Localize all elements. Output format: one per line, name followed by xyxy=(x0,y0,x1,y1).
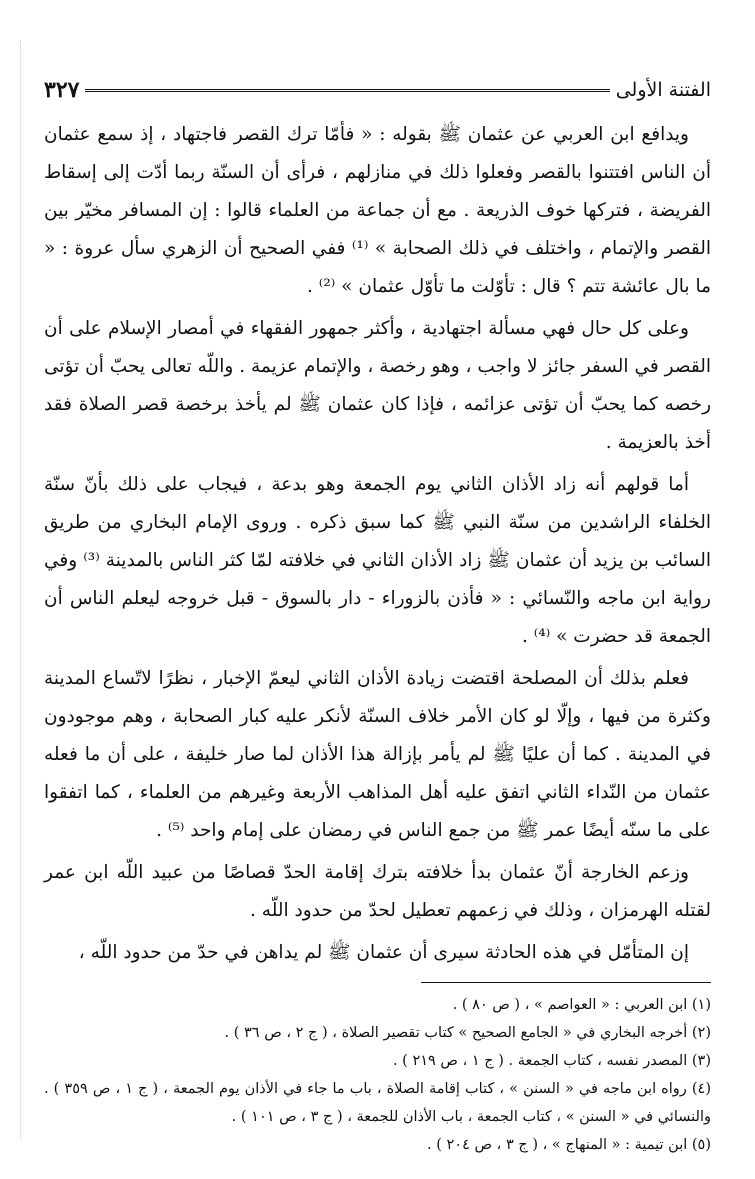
footnote: (٢) أخرجه البخاري في « الجامع الصحيح » كتاب تقصير الصلاة ، ( ج ٢ ، ص ٣٦ ) . xyxy=(224,1025,711,1041)
paragraph: وعلى كل حال فهي مسألة اجتهادية ، وأكثر جمهور الفقهاء في أمصار الإسلام على أن القصر في السفر جائز لا واجب ، وهو رخصة ، والإتمام عزيمة . واللّه تعالى يحبّ أن تؤتى رخصه كما يحبّ أن تؤتى عزائمه ، فإذا كان عثمان ﷺ لم يأخذ برخصة قصر الصلاة فقد أخذ بالعزيمة . xyxy=(44,318,711,453)
page-edge-guide xyxy=(20,40,21,1140)
footnotes xyxy=(44,991,711,1159)
header-rule xyxy=(85,89,609,92)
footnote-divider xyxy=(421,982,711,983)
paragraph: وزعم الخارجة أنّ عثمان بدأ خلافته بترك إقامة الحدّ قصاصًا من عبيد اللّه ابن عمر لقتله الهرمزان ، وذلك في زعمهم تعطيل لحدّ من حدود اللّه . xyxy=(44,862,711,921)
paragraph: أما قولهم أنه زاد الأذان الثاني يوم الجمعة وهو بدعة ، فيجاب على ذلك بأنّ سنّة الخلفاء الراشدين من سنّة النبي ﷺ كما سبق ذكره . وروى الإمام البخاري من طريق السائب بن يزيد أن عثمان ﷺ زاد الأذان الثاني في خلافته لمّا كثر الناس بالمدينة ⁽³⁾ وفي رواية ابن ماجه والنّسائي : « فأذن بالزوراء - دار بالسوق - قبل خروجه ليعلم الناس أن الجمعة قد حضرت » ⁽⁴⁾ . xyxy=(44,474,711,647)
paragraph: فعلم بذلك أن المصلحة اقتضت زيادة الأذان الثاني ليعمّ الإخبار ، نظرًا لاتّساع المدينة وكثرة من فيها ، وإلّا لو كان الأمر خلاف السنّة لأنكر عليه كبار الصحابة ، وهم موجودون في المدينة . كما أن عليًا ﷺ لم يأمر بإزالة هذا الأذان لما صار خليفة ، على أن ما فعله عثمان من النّداء الثاني اتفق عليه أهل المذاهب الأربعة وغيرهم من العلماء ، كما اتفقوا على ما سنّه أيضًا عمر ﷺ من جمع الناس في رمضان على إمام واحد ⁽⁵⁾ . xyxy=(44,668,711,841)
footnote: (١) ابن العربي : « العواصم » ، ( ص ٨٠ ) . xyxy=(452,997,711,1013)
footnote: (٣) المصدر نفسه ، كتاب الجمعة . ( ج ١ ، ص ٢١٩ ) . xyxy=(392,1053,711,1069)
footnote: (٤) رواه ابن ماجه في « السنن » ، كتاب إقامة الصلاة ، باب ما جاء في الأذان يوم الجمعة ، ( ج ١ ، ص ٣٥٩ ) . والنسائي في « السنن » ، كتاب الجمعة ، باب الأذان للجمعة ، ( ج ٣ ، ص ١٠١ ) . xyxy=(44,1081,712,1125)
chapter-title: الفتنة الأولى xyxy=(615,79,711,101)
book-page xyxy=(44,70,711,1159)
page-number: ٣٢٧ xyxy=(44,77,80,103)
running-header xyxy=(44,70,711,110)
paragraph: ويدافع ابن العربي عن عثمان ﷺ بقوله : « فأمّا ترك القصر فاجتهاد ، إذ سمع عثمان أن الناس افتتنوا بالقصر وفعلوا ذلك في منازلهم ، فرأى أن السنّة ربما أدّت إلى إسقاط الفريضة ، فتركها خوف الذريعة . مع أن جماعة من العلماء قالوا : إن المسافر مخيّر بين القصر والإتمام ، واختلف في ذلك الصحابة » ⁽¹⁾ ففي الصحيح أن الزهري سأل عروة : « ما بال عائشة تتم ؟ قال : تأوّلت ما تأوّل عثمان » ⁽²⁾ . xyxy=(44,124,711,297)
paragraph: إن المتأمّل في هذه الحادثة سيرى أن عثمان ﷺ لم يداهن في حدّ من حدود اللّه ، xyxy=(78,942,689,963)
footnote: (٥) ابن تيمية : « المنهاج » ، ( ج ٣ ، ص ٢٠٤ ) . xyxy=(427,1137,711,1153)
body-text xyxy=(44,116,711,972)
